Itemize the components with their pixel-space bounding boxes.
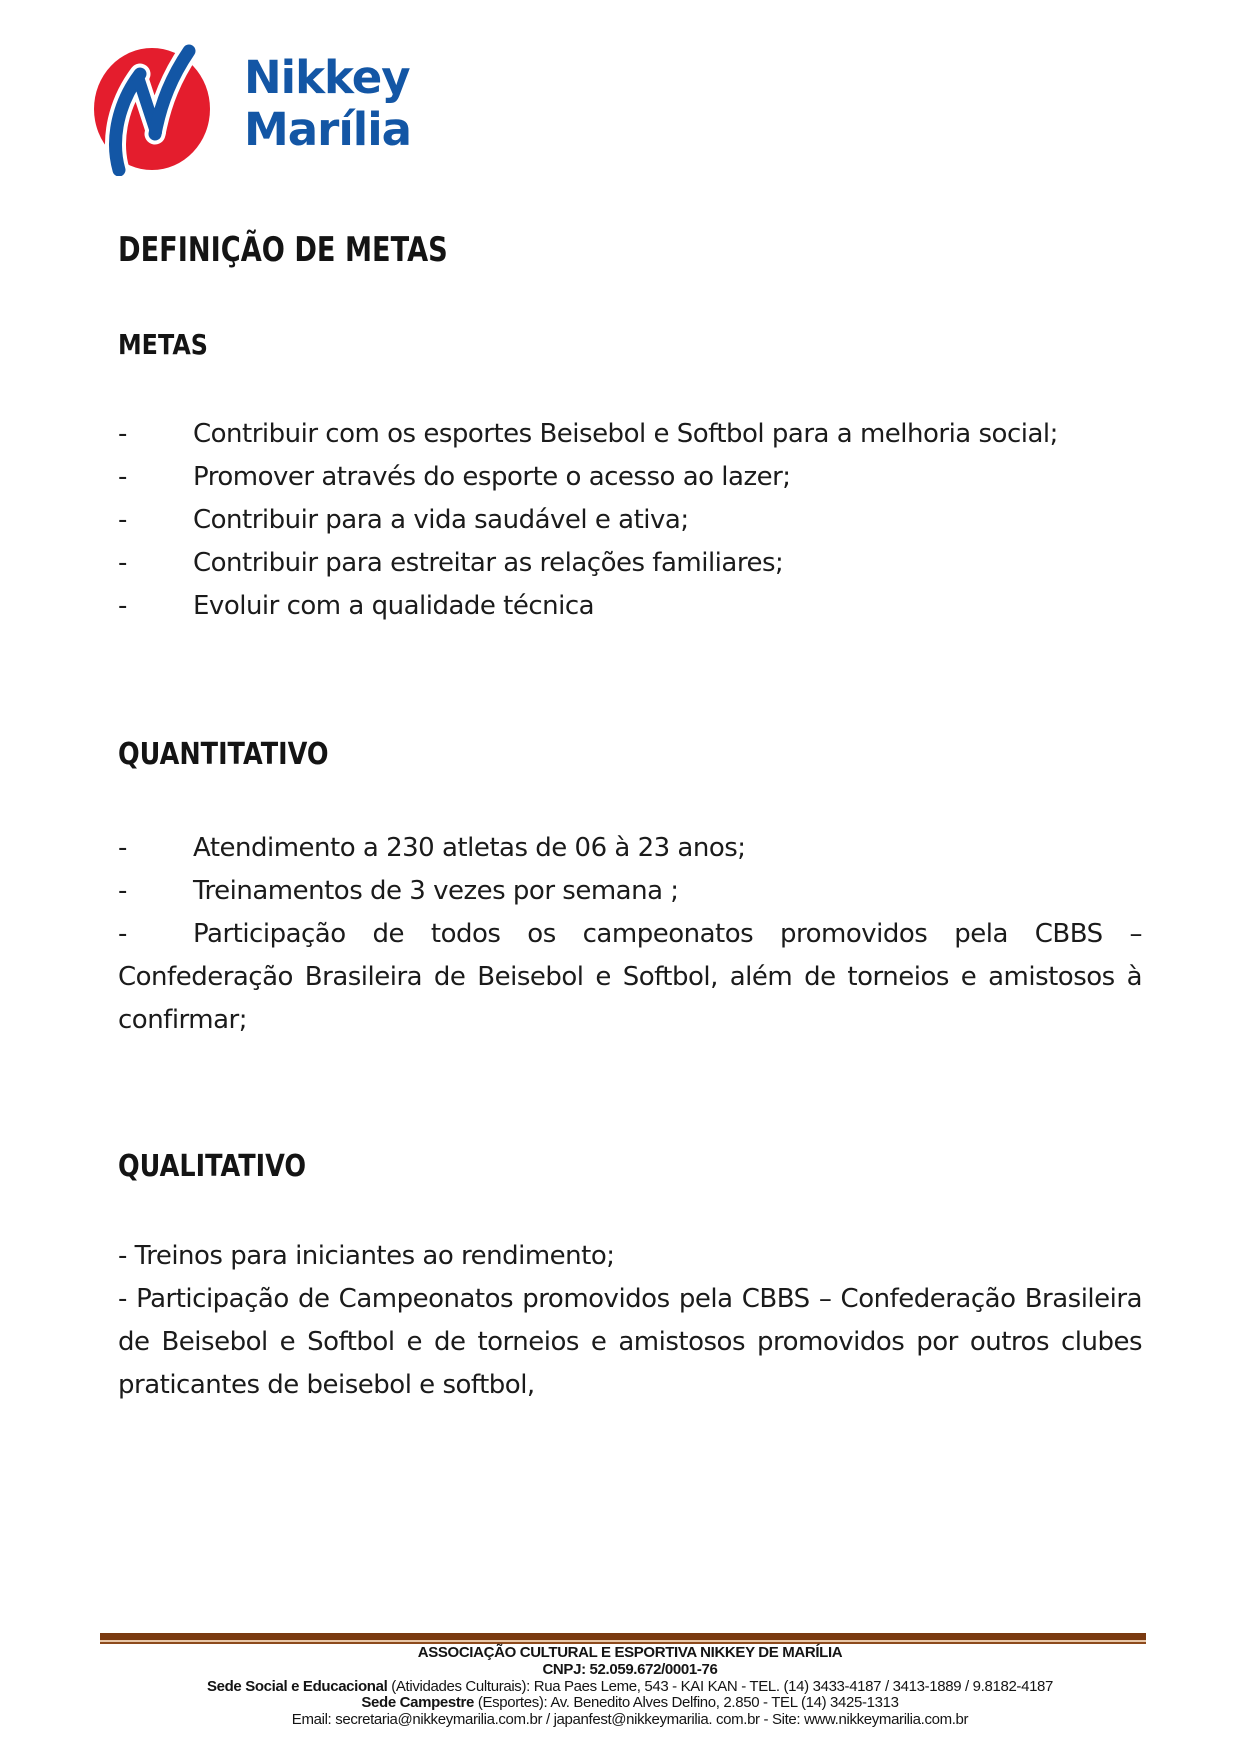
footer: [118, 1645, 1142, 1729]
quantitativo-list: [118, 827, 1142, 1042]
heading-qualitativo: QUALITATIVO: [118, 1149, 307, 1184]
footer-sede-campestre-line: [118, 1695, 1142, 1712]
qualitativo-item-1: - Treinos para iniciantes ao rendimento;: [118, 1241, 615, 1271]
list-dash: -: [118, 548, 127, 578]
list-item-text: Participação de todos os campeonatos promovidos pela CBBS – Confederação Brasileira de Beisebol e Softbol, além de torneios e amistosos à confirmar;: [118, 919, 1142, 1035]
list-item-text: Treinamentos de 3 vezes por semana ;: [193, 876, 679, 906]
list-dash: -: [118, 505, 127, 535]
nikkey-logo-mark-icon: [92, 44, 214, 176]
footer-divider: [100, 1633, 1146, 1644]
metas-list: [118, 413, 1142, 628]
list-item-text: Evoluir com a qualidade técnica: [193, 591, 595, 621]
quantitativo-paragraph-item: [118, 913, 1142, 1042]
heading-quantitativo: QUANTITATIVO: [118, 737, 329, 772]
qualitativo-list: [118, 1235, 1142, 1407]
footer-sede-social-line: [118, 1679, 1142, 1696]
list-item-text: Promover através do esporte o acesso ao lazer;: [193, 462, 791, 492]
list-item: [118, 585, 1142, 628]
footer-org-name: ASSOCIAÇÃO CULTURAL E ESPORTIVA NIKKEY DE MARÍLIA: [417, 1644, 843, 1661]
footer-sede-social-label: Sede Social e Educacional: [206, 1677, 388, 1695]
list-item: [118, 499, 1142, 542]
logo-word-nikkey: Nikkey: [244, 51, 410, 104]
list-dash: -: [118, 876, 127, 906]
logo-wordmark: [244, 52, 411, 156]
footer-sede-social-rest: (Atividades Culturais): Rua Paes Leme, 543 - KAI KAN - TEL. (14) 3433-4187 / 3413-1889 / 9.8182-4187: [387, 1677, 1054, 1695]
logo-word-marilia: Marília: [244, 103, 411, 156]
nikkey-marilia-logo: [92, 44, 411, 176]
list-item: [118, 870, 1142, 913]
footer-sede-campestre-label: Sede Campestre: [361, 1694, 475, 1712]
list-dash: -: [118, 419, 127, 449]
list-item-text: Contribuir com os esportes Beisebol e Softbol para a melhoria social;: [193, 419, 1058, 449]
footer-cnpj: CNPJ: 52.059.672/0001-76: [542, 1660, 718, 1678]
list-item: [118, 827, 1142, 870]
qualitativo-item-2: - Participação de Campeonatos promovidos pela CBBS – Confederação Brasileira de Beisebol e Softbol e de torneios e amistosos promovidos por outros clubes praticantes de beisebol e softbol,: [118, 1284, 1142, 1400]
list-dash: -: [118, 919, 127, 949]
page-title: DEFINIÇÃO DE METAS: [118, 230, 448, 270]
footer-sede-campestre-rest: (Esportes): Av. Benedito Alves Delfino, 2.850 - TEL (14) 3425-1313: [474, 1694, 899, 1712]
list-item: [118, 542, 1142, 585]
heading-metas: METAS: [118, 328, 208, 361]
list-dash: -: [118, 591, 127, 621]
list-dash: -: [118, 462, 127, 492]
list-item-text: Atendimento a 230 atletas de 06 à 23 anos;: [193, 833, 746, 863]
list-item: [118, 413, 1142, 456]
footer-email-line: Email: secretaria@nikkeymarilia.com.br / japanfest@nikkeymarilia. com.br - Site: www.nikkeymarilia.com.br: [291, 1711, 969, 1729]
list-item-text: Contribuir para a vida saudável e ativa;: [193, 505, 689, 535]
list-item: [118, 456, 1142, 499]
list-dash: -: [118, 833, 127, 863]
footer-divider-thick-line: [100, 1633, 1146, 1640]
list-item-text: Contribuir para estreitar as relações familiares;: [193, 548, 784, 578]
quantitativo-simple-items: [118, 827, 1142, 913]
